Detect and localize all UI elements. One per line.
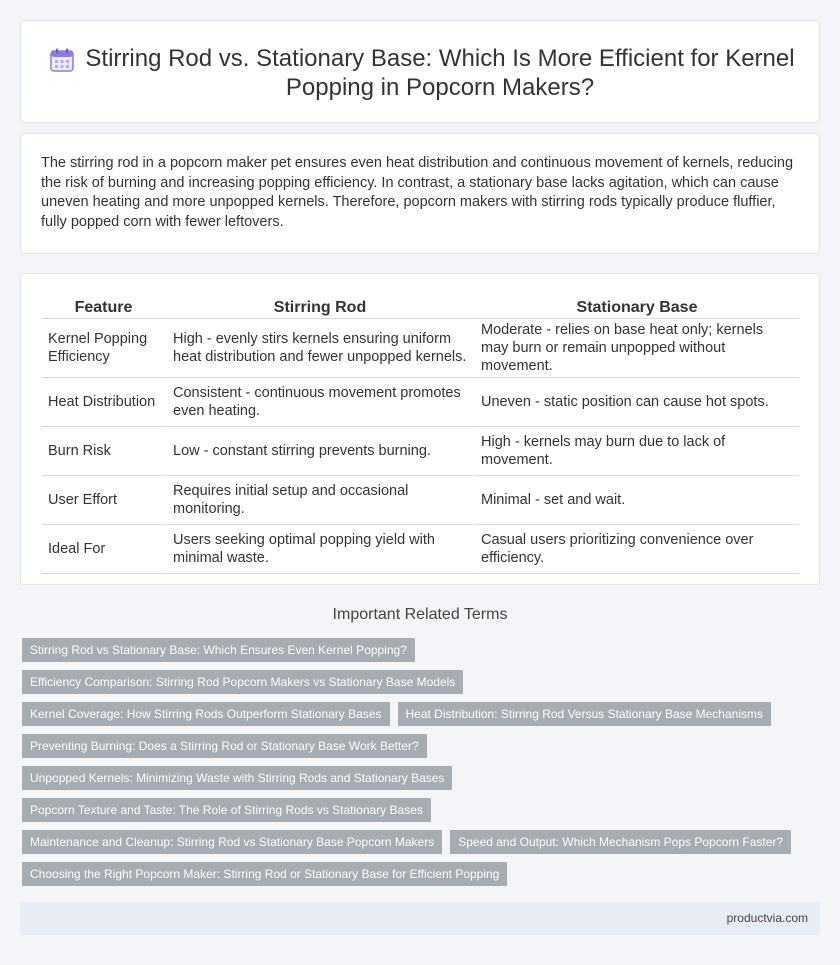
related-term-tag[interactable]: Unpopped Kernels: Minimizing Waste with Stirring Rods and Stationary Bases xyxy=(22,766,452,790)
related-term-tag[interactable]: Preventing Burning: Does a Stirring Rod or Stationary Base Work Better? xyxy=(22,734,427,758)
column-header: Feature xyxy=(42,294,165,319)
comparison-table xyxy=(42,294,799,574)
column-header: Stirring Rod xyxy=(165,294,473,319)
related-term-tag[interactable]: Maintenance and Cleanup: Stirring Rod vs Stationary Base Popcorn Makers xyxy=(22,830,442,854)
table-header-row xyxy=(42,294,799,319)
related-term-tag[interactable]: Speed and Output: Which Mechanism Pops Popcorn Faster? xyxy=(450,830,791,854)
table-cell: Minimal - set and wait. xyxy=(473,476,799,525)
table-cell: Users seeking optimal popping yield with minimal waste. xyxy=(165,525,473,574)
page-title: Stirring Rod vs. Stationary Base: Which Is More Efficient for Kernel Popping in Popcorn Makers? xyxy=(85,45,795,101)
intro-text: The stirring rod in a popcorn maker pet ensures even heat distribution and continuous movement of kernels, reducing the risk of burning and increasing popping efficiency. In contrast, a stationary base lacks agitation, which can cause uneven heating and more unpopped kernels. Therefore, popcorn makers with stirring rods typically produce fluffier, fully popped corn with fewer leftovers. xyxy=(41,155,794,230)
table-row xyxy=(42,476,799,525)
footer xyxy=(20,902,820,935)
table-cell: Requires initial setup and occasional monitoring. xyxy=(165,476,473,525)
intro-card xyxy=(20,133,820,254)
table-cell: High - kernels may burn due to lack of movement. xyxy=(473,427,799,476)
calendar-icon xyxy=(49,47,75,73)
table-cell: Kernel Popping Efficiency xyxy=(42,319,165,378)
related-term-tag[interactable]: Heat Distribution: Stirring Rod Versus Stationary Base Mechanisms xyxy=(398,702,772,726)
table-cell: Casual users prioritizing convenience over efficiency. xyxy=(473,525,799,574)
comparison-table-card xyxy=(20,273,820,585)
related-terms-list xyxy=(22,638,812,894)
column-header: Stationary Base xyxy=(473,294,799,319)
table-cell: Consistent - continuous movement promotes even heating. xyxy=(165,378,473,427)
table-row xyxy=(42,378,799,427)
table-cell: Uneven - static position can cause hot spots. xyxy=(473,378,799,427)
table-cell: Moderate - relies on base heat only; kernels may burn or remain unpopped without movement. xyxy=(473,319,799,378)
header-card xyxy=(20,20,820,123)
site-link[interactable]: productvia.com xyxy=(726,911,808,925)
related-term-tag[interactable]: Stirring Rod vs Stationary Base: Which Ensures Even Kernel Popping? xyxy=(22,638,415,662)
table-cell: High - evenly stirs kernels ensuring uniform heat distribution and fewer unpopped kernels. xyxy=(165,319,473,378)
table-cell: Heat Distribution xyxy=(42,378,165,427)
related-term-tag[interactable]: Choosing the Right Popcorn Maker: Stirring Rod or Stationary Base for Efficient Popping xyxy=(22,862,507,886)
related-term-tag[interactable]: Kernel Coverage: How Stirring Rods Outperform Stationary Bases xyxy=(22,702,390,726)
table-cell: Ideal For xyxy=(42,525,165,574)
table-cell: Burn Risk xyxy=(42,427,165,476)
related-term-tag[interactable]: Popcorn Texture and Taste: The Role of Stirring Rods vs Stationary Bases xyxy=(22,798,431,822)
related-term-tag[interactable]: Efficiency Comparison: Stirring Rod Popcorn Makers vs Stationary Base Models xyxy=(22,670,463,694)
table-row xyxy=(42,319,799,378)
table-row xyxy=(42,427,799,476)
related-terms-heading: Important Related Terms xyxy=(332,606,508,623)
table-cell: Low - constant stirring prevents burning. xyxy=(165,427,473,476)
table-row xyxy=(42,525,799,574)
table-cell: User Effort xyxy=(42,476,165,525)
